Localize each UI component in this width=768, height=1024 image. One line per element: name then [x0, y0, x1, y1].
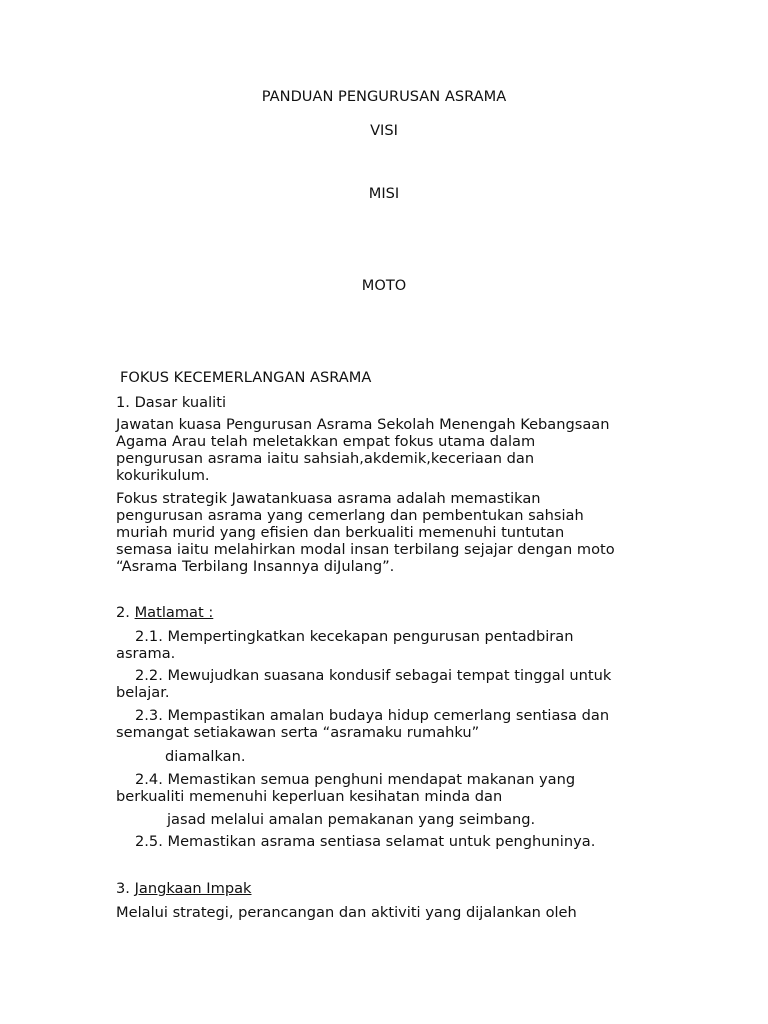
section1-para2-line: semasa iaitu melahirkan modal insan terbilang sejajar dengan moto [116, 541, 615, 558]
matlamat-item: 2.5. Memastikan asrama sentiasa selamat untuk penghuninya. [135, 833, 596, 850]
matlamat-item: 2.1. Mempertingkatkan kecekapan pengurusan pentadbiran [135, 628, 574, 645]
section3-heading [116, 880, 252, 897]
matlamat-item-cont: belajar. [116, 684, 170, 701]
section1-para2-line: “Asrama Terbilang Insannya diJulang”. [116, 558, 395, 575]
section1-heading: 1. Dasar kualiti [116, 394, 227, 411]
matlamat-item-cont: berkualiti memenuhi keperluan kesihatan minda dan [116, 788, 503, 805]
visi-heading: VISI [370, 122, 398, 139]
matlamat-item-cont: diamalkan. [165, 748, 246, 765]
matlamat-item-cont: semangat setiakawan serta “asramaku rumahku” [116, 724, 480, 741]
section1-para1-line: Agama Arau telah meletakkan empat fokus utama dalam [116, 433, 536, 450]
section2-number: 2. [116, 604, 135, 621]
matlamat-item-cont: jasad melalui amalan pemakanan yang seimbang. [167, 811, 536, 828]
moto-heading: MOTO [361, 277, 407, 294]
section1-para2-line: muriah murid yang efisien dan berkualiti memenuhi tuntutan [116, 524, 565, 541]
matlamat-item: 2.2. Mewujudkan suasana kondusif sebagai tempat tinggal untuk [135, 667, 612, 684]
matlamat-item-cont: asrama. [116, 645, 176, 662]
section1-para1-line: Jawatan kuasa Pengurusan Asrama Sekolah Menengah Kebangsaan [116, 416, 610, 433]
fokus-heading: FOKUS KECEMERLANGAN ASRAMA [120, 369, 372, 386]
section1-para1-line: kokurikulum. [116, 467, 210, 484]
section3-title: Jangkaan Impak [134, 880, 252, 897]
section3-number: 3. [116, 880, 135, 897]
section1-para2-line: pengurusan asrama yang cemerlang dan pembentukan sahsiah [116, 507, 584, 524]
misi-heading: MISI [368, 185, 400, 202]
section2-title: Matlamat : [134, 604, 214, 621]
section1-para2-line: Fokus strategik Jawatankuasa asrama adalah memastikan [116, 490, 541, 507]
section3-line: Melalui strategi, perancangan dan aktiviti yang dijalankan oleh [116, 904, 577, 921]
document-title: PANDUAN PENGURUSAN ASRAMA [261, 88, 507, 105]
matlamat-item: 2.3. Mempastikan amalan budaya hidup cemerlang sentiasa dan [135, 707, 610, 724]
section1-para1-line: pengurusan asrama iaitu sahsiah,akdemik,keceriaan dan [116, 450, 535, 467]
section2-heading [116, 604, 213, 621]
matlamat-item: 2.4. Memastikan semua penghuni mendapat makanan yang [135, 771, 576, 788]
